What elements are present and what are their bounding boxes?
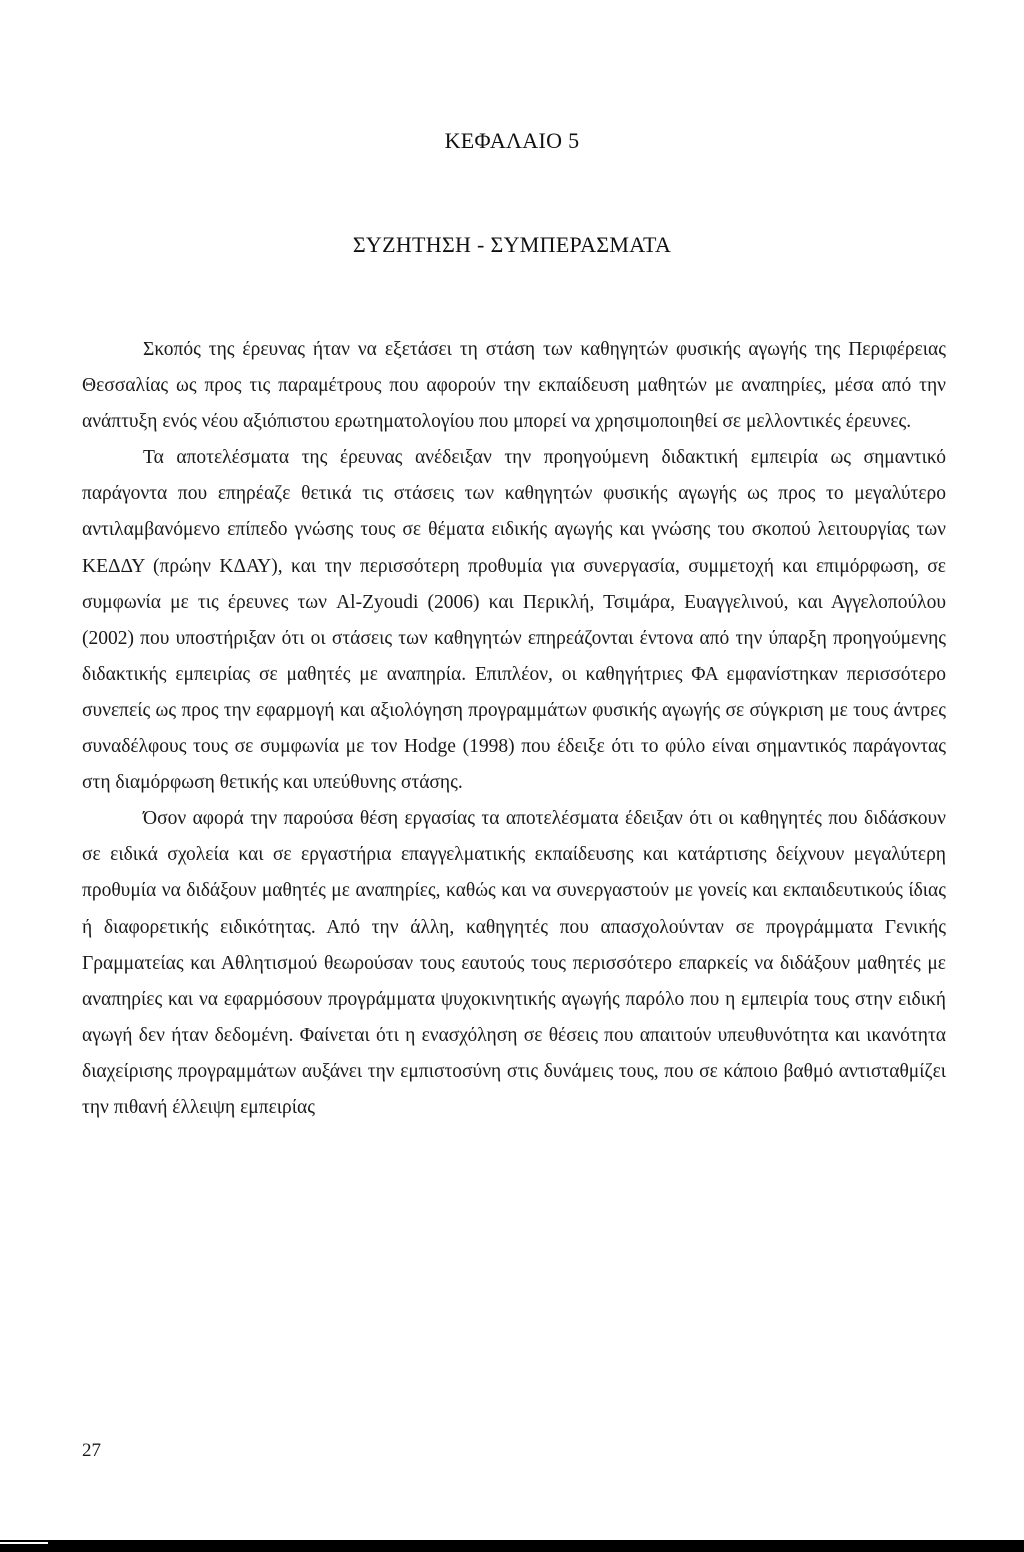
section-heading: ΣΥΖΗΤΗΣΗ - ΣΥΜΠΕΡΑΣΜΑΤΑ (352, 232, 672, 257)
paragraph-results: Τα αποτελέσματα της έρευνας ανέδειξαν την προηγούμενη διδακτική εμπειρία ως σημαντικό παράγοντα που επηρέαζε θετικά τις στάσεις των καθηγητών φυσικής αγωγής ως προς το μεγαλύτερο αντιλαμβανόμενο επίπεδο γνώσης τους σε θέματα ειδικής αγωγής και γνώσης του σκοπού λειτουργίας των ΚΕΔΔΥ (πρώην ΚΔΑΥ), και την περισσότερη προθυμία για συνεργασία, συμμετοχή και επιμόρφωση, σε συμφωνία με τις έρευνες των Al-Zyoudi (2006) και Περικλή, Τσιμάρα, Ευαγγελινού, και Αγγελοπούλου (2002) που υποστήριξαν ότι οι στάσεις των καθηγητών επηρεάζονται έντονα από την ύπαρξη προηγούμενης διδακτικής εμπειρίας σε μαθητές με αναπηρία. Επιπλέον, οι καθηγήτριες ΦΑ εμφανίστηκαν περισσότερο συνεπείς ως προς την εφαρμογή και αξιολόγηση προγραμμάτων φυσικής αγωγής σε σύγκριση με τους άντρες συναδέλφους τους σε συμφωνία με τον Hodge (1998) που έδειξε ότι το φύλο είναι σημαντικός παράγοντας στη διαμόρφωση θετικής και υπεύθυνης στάσης. (82, 447, 946, 794)
page-number: 27 (82, 1440, 101, 1461)
body-text (82, 332, 946, 1126)
paragraph-position: Όσον αφορά την παρούσα θέση εργασίας τα αποτελέσματα έδειξαν ότι οι καθηγητές που διδάσκουν σε ειδικά σχολεία και σε εργαστήρια επαγγελματικής εκπαίδευσης και κατάρτισης δείχνουν μεγαλύτερη προθυμία να διδάξουν μαθητές με αναπηρίες, καθώς και να συνεργαστούν με γονείς και εκπαιδευτικούς ίδιας ή διαφορετικής ειδικότητας. Από την άλλη, καθηγητές που απασχολούνταν σε προγράμματα Γενικής Γραμματείας και Αθλητισμού θεωρούσαν τους εαυτούς τους περισσότερο επαρκείς να διδάξουν μαθητές με αναπηρίες και να εφαρμόσουν προγράμματα ψυχοκινητικής αγωγής παρόλο που η εμπειρία τους στην ειδική αγωγή δεν ήταν δεδομένη. Φαίνεται ότι η ενασχόληση σε θέσεις που απαιτούν υπευθυνότητα και ικανότητα διαχείρισης προγραμμάτων αυξάνει την εμπιστοσύνη στις δυνάμεις τους, που σε κάποιο βαθμό αντισταθμίζει την πιθανή έλλειψη εμπειρίας (82, 808, 946, 1118)
paragraph-purpose: Σκοπός της έρευνας ήταν να εξετάσει τη στάση των καθηγητών φυσικής αγωγής της Περιφέρειας Θεσσαλίας ως προς τις παραμέτρους που αφορούν την εκπαίδευση μαθητών με αναπηρίες, μέσα από την ανάπτυξη ενός νέου αξιόπιστου ερωτηματολογίου που μπορεί να χρησιμοποιηθεί σε μελλοντικές έρευνες. (82, 339, 946, 433)
scan-edge-mark (0, 1542, 48, 1544)
chapter-heading: ΚΕΦΑΛΑΙΟ 5 (444, 128, 580, 153)
